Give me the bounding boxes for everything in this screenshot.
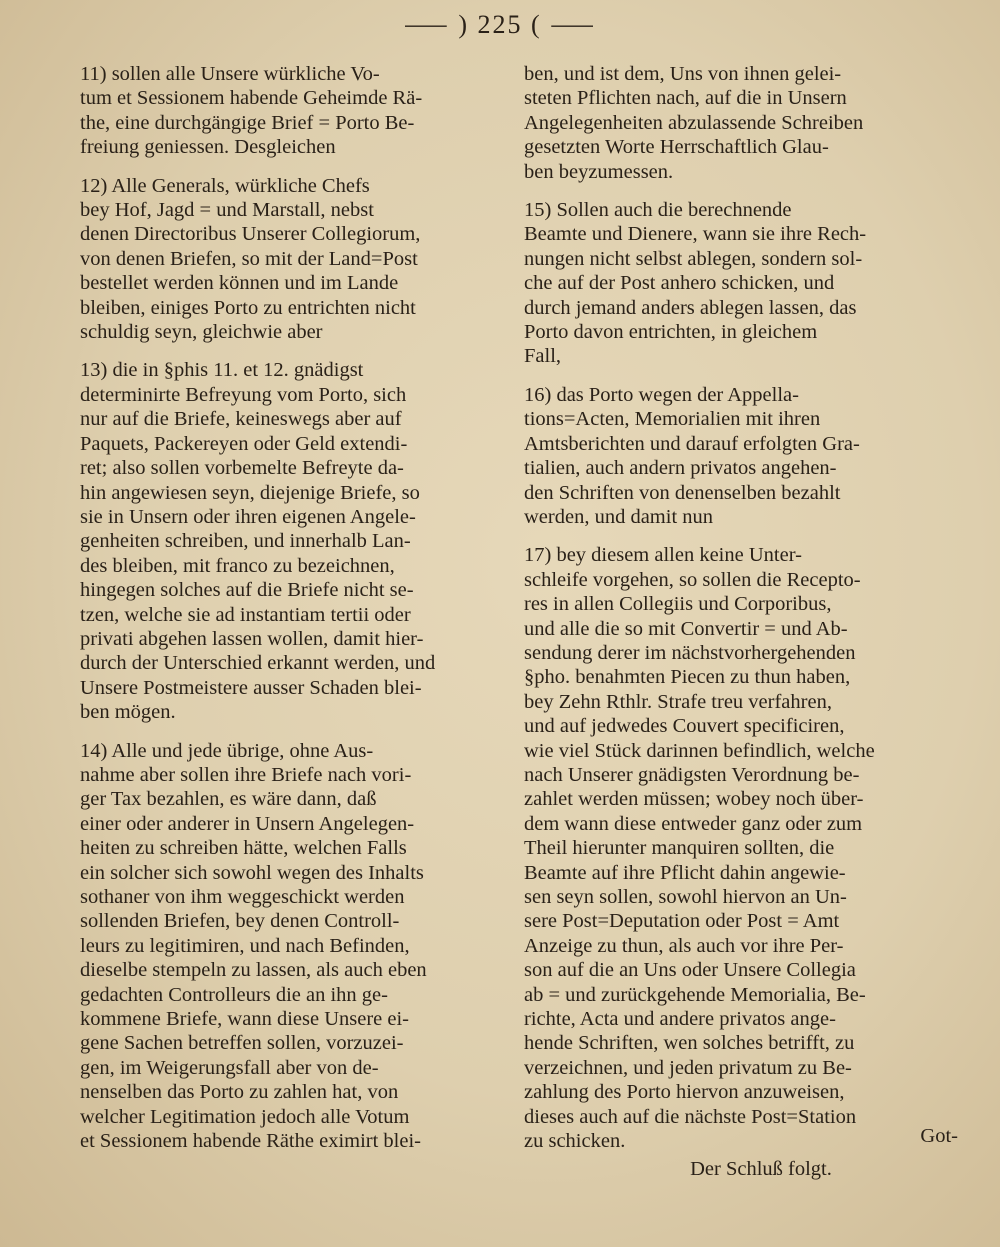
text-line: schuldig seyn, gleichwie aber (80, 321, 323, 344)
text-line: Theil hierunter manquiren sollten, die (524, 837, 835, 860)
text-line: zu schicken. (524, 1130, 626, 1153)
text-line: zahlet werden müssen; wobey noch über- (524, 788, 864, 811)
text-line: 13) die in §phis 11. et 12. gnädigst (80, 359, 364, 382)
text-line: gen, im Weigerungsfall aber von de- (80, 1056, 379, 1079)
text-line: sothaner von ihm weggeschickt werden (80, 886, 405, 908)
text-line: tzen, welche sie ad instantiam tertii oder (80, 603, 411, 626)
text-line: Porto davon entrichten, in gleichem (524, 321, 818, 344)
text-line: sen seyn sollen, sowohl hiervon an Un- (524, 886, 847, 908)
text-line: ret; also sollen vorbemelte Befreyte da- (80, 457, 404, 480)
text-line: gedachten Controlleurs die an ihn ge- (80, 983, 388, 1006)
text-line: bey Zehn Rthlr. Strafe treu verfahren, (524, 690, 832, 713)
text-line: zahlung des Porto hiervon anzuweisen, (524, 1081, 845, 1104)
paragraph-gap (80, 725, 516, 739)
text-line: hende Schriften, wen solches betrifft, zu (524, 1032, 855, 1055)
right-column (524, 62, 958, 1182)
text-line: einer oder anderer in Unsern Angelegen- (80, 812, 415, 835)
text-line: sere Post=Deputation oder Post = Amt (524, 910, 840, 933)
text-line: Anzeige zu thun, als auch vor ihre Per- (524, 934, 844, 957)
text-line: tialien, auch andern privatos angehen- (524, 457, 837, 480)
text-line: des bleiben, mit franco zu bezeichnen, (80, 554, 395, 577)
left-column (80, 62, 516, 1153)
text-line: tum et Sessionem habende Geheimde Rä- (80, 87, 423, 110)
text-line: und alle die so mit Convertir = und Ab- (524, 617, 848, 640)
text-line: dem wann diese entweder ganz oder zum (524, 812, 863, 835)
text-line: bey Hof, Jagd = und Marstall, nebst (80, 199, 374, 222)
text-line: tions=Acten, Memorialien mit ihren (524, 408, 821, 431)
text-line: ein solcher sich sowohl wegen des Inhalts (80, 861, 424, 884)
text-line: ben mögen. (80, 701, 176, 724)
text-line: sie in Unsern oder ihren eigenen Angele- (80, 505, 416, 528)
text-line: welcher Legitimation jedoch alle Votum (80, 1105, 410, 1128)
text-line: gesetzten Worte Herrschaftlich Glau- (524, 136, 829, 159)
text-line: nenselben das Porto zu zahlen hat, von (80, 1081, 399, 1104)
paragraph (524, 383, 958, 529)
continuation-note: Der Schluß folgt. (690, 1158, 832, 1181)
text-line: schleife vorgehen, so sollen die Recepto- (524, 568, 861, 591)
text-line: den Schriften von denenselben bezahlt (524, 481, 841, 504)
catchword: Got- (920, 1125, 958, 1147)
text-line: son auf die an Uns oder Unsere Collegia (524, 959, 856, 982)
text-line: determinirte Befreyung vom Porto, sich (80, 383, 407, 406)
text-line: nur auf die Briefe, keineswegs aber auf (80, 408, 402, 431)
text-line: ab = und zurückgehende Memorialia, Be- (524, 983, 866, 1006)
paragraph-gap (524, 184, 958, 198)
paragraph-gap (80, 344, 516, 358)
text-line: werden, und damit nun (524, 505, 714, 528)
text-line: Fall, (524, 345, 562, 368)
text-line: bleiben, einiges Porto zu entrichten nicht (80, 296, 416, 319)
paragraph (524, 543, 958, 1153)
text-line: richte, Acta und andere privatos ange- (524, 1008, 836, 1031)
text-line: bestellet werden können und im Lande (80, 272, 399, 295)
text-line: leurs zu legitimiren, und nach Befinden, (80, 934, 410, 957)
text-line: nungen nicht selbst ablegen, sondern sol- (524, 247, 863, 270)
paragraph-gap (524, 529, 958, 543)
text-line: ben beyzumessen. (524, 160, 674, 183)
paragraph (524, 62, 958, 184)
text-line: the, eine durchgängige Brief = Porto Be- (80, 111, 415, 134)
paragraph (80, 174, 516, 345)
text-line: privati abgehen lassen wollen, damit hier- (80, 627, 424, 650)
text-line: denen Directoribus Unserer Collegiorum, (80, 223, 421, 246)
text-line: wie viel Stück darinnen befindlich, welche (524, 739, 875, 762)
text-line: durch jemand anders ablegen lassen, das (524, 296, 857, 319)
text-line: Amtsberichten und darauf erfolgten Gra- (524, 432, 860, 455)
paragraph (80, 739, 516, 1154)
text-line: 17) bey diesem allen keine Unter- (524, 544, 802, 567)
text-line: gene Sachen betreffen sollen, vorzuzei- (80, 1032, 404, 1055)
text-line: Beamte und Dienere, wann sie ihre Rech- (524, 223, 867, 246)
text-line: freiung geniessen. Desgleichen (80, 136, 336, 159)
text-line: dieses auch auf die nächste Post=Station (524, 1105, 857, 1128)
text-line: nahme aber sollen ihre Briefe nach vori- (80, 763, 412, 786)
text-line: steten Pflichten nach, auf die in Unsern (524, 87, 847, 110)
text-line: 16) das Porto wegen der Appella- (524, 383, 799, 406)
text-line: 15) Sollen auch die berechnende (524, 199, 792, 222)
paragraph (80, 358, 516, 724)
text-line: von denen Briefen, so mit der Land=Post (80, 247, 418, 270)
text-line: et Sessionem habende Räthe eximirt blei- (80, 1130, 422, 1153)
paragraph-gap (80, 160, 516, 174)
text-line: Unsere Postmeistere ausser Schaden blei- (80, 676, 422, 699)
text-line: Paquets, Packereyen oder Geld extendi- (80, 432, 408, 455)
text-line: sendung derer im nächstvorhergehenden (524, 641, 856, 664)
text-line: §pho. benahmten Piecen zu thun haben, (524, 666, 851, 689)
text-line: ger Tax bezahlen, es wäre dann, daß (80, 788, 377, 811)
text-line: res in allen Collegiis und Corporibus, (524, 593, 832, 616)
text-line: che auf der Post anhero schicken, und (524, 272, 835, 295)
text-line: dieselbe stempeln zu lassen, als auch eben (80, 959, 427, 982)
text-line: heiten zu schreiben hätte, welchen Falls (80, 837, 407, 860)
text-line: hingegen solches auf die Briefe nicht se- (80, 579, 414, 602)
text-line: kommene Briefe, wann diese Unsere ei- (80, 1008, 410, 1031)
text-line: nach Unserer gnädigsten Verordnung be- (524, 763, 860, 786)
text-line: und auf jedwedes Couvert specificiren, (524, 715, 845, 738)
text-line: 12) Alle Generals, würkliche Chefs (80, 174, 370, 197)
text-line: sollenden Briefen, bey denen Controll- (80, 910, 400, 933)
text-line: ben, und ist dem, Uns von ihnen gelei- (524, 63, 842, 85)
text-line: Angelegenheiten abzulassende Schreiben (524, 111, 864, 134)
paragraph (524, 198, 958, 369)
text-line: verzeichnen, und jeden privatum zu Be- (524, 1056, 852, 1079)
text-line: hin angewiesen seyn, diejenige Briefe, so (80, 481, 420, 504)
paragraph (80, 62, 516, 160)
paragraph-gap (524, 369, 958, 383)
text-line: durch der Unterschied erkannt werden, und (80, 652, 436, 675)
text-line: 14) Alle und jede übrige, ohne Aus- (80, 739, 374, 762)
text-line: genheiten schreiben, und innerhalb Lan- (80, 530, 411, 553)
page-number: ⸺ ) 225 ( ⸺ (403, 10, 597, 39)
text-line: 11) sollen alle Unsere würkliche Vo- (80, 63, 380, 85)
text-line: Beamte auf ihre Pflicht dahin angewie- (524, 861, 846, 884)
